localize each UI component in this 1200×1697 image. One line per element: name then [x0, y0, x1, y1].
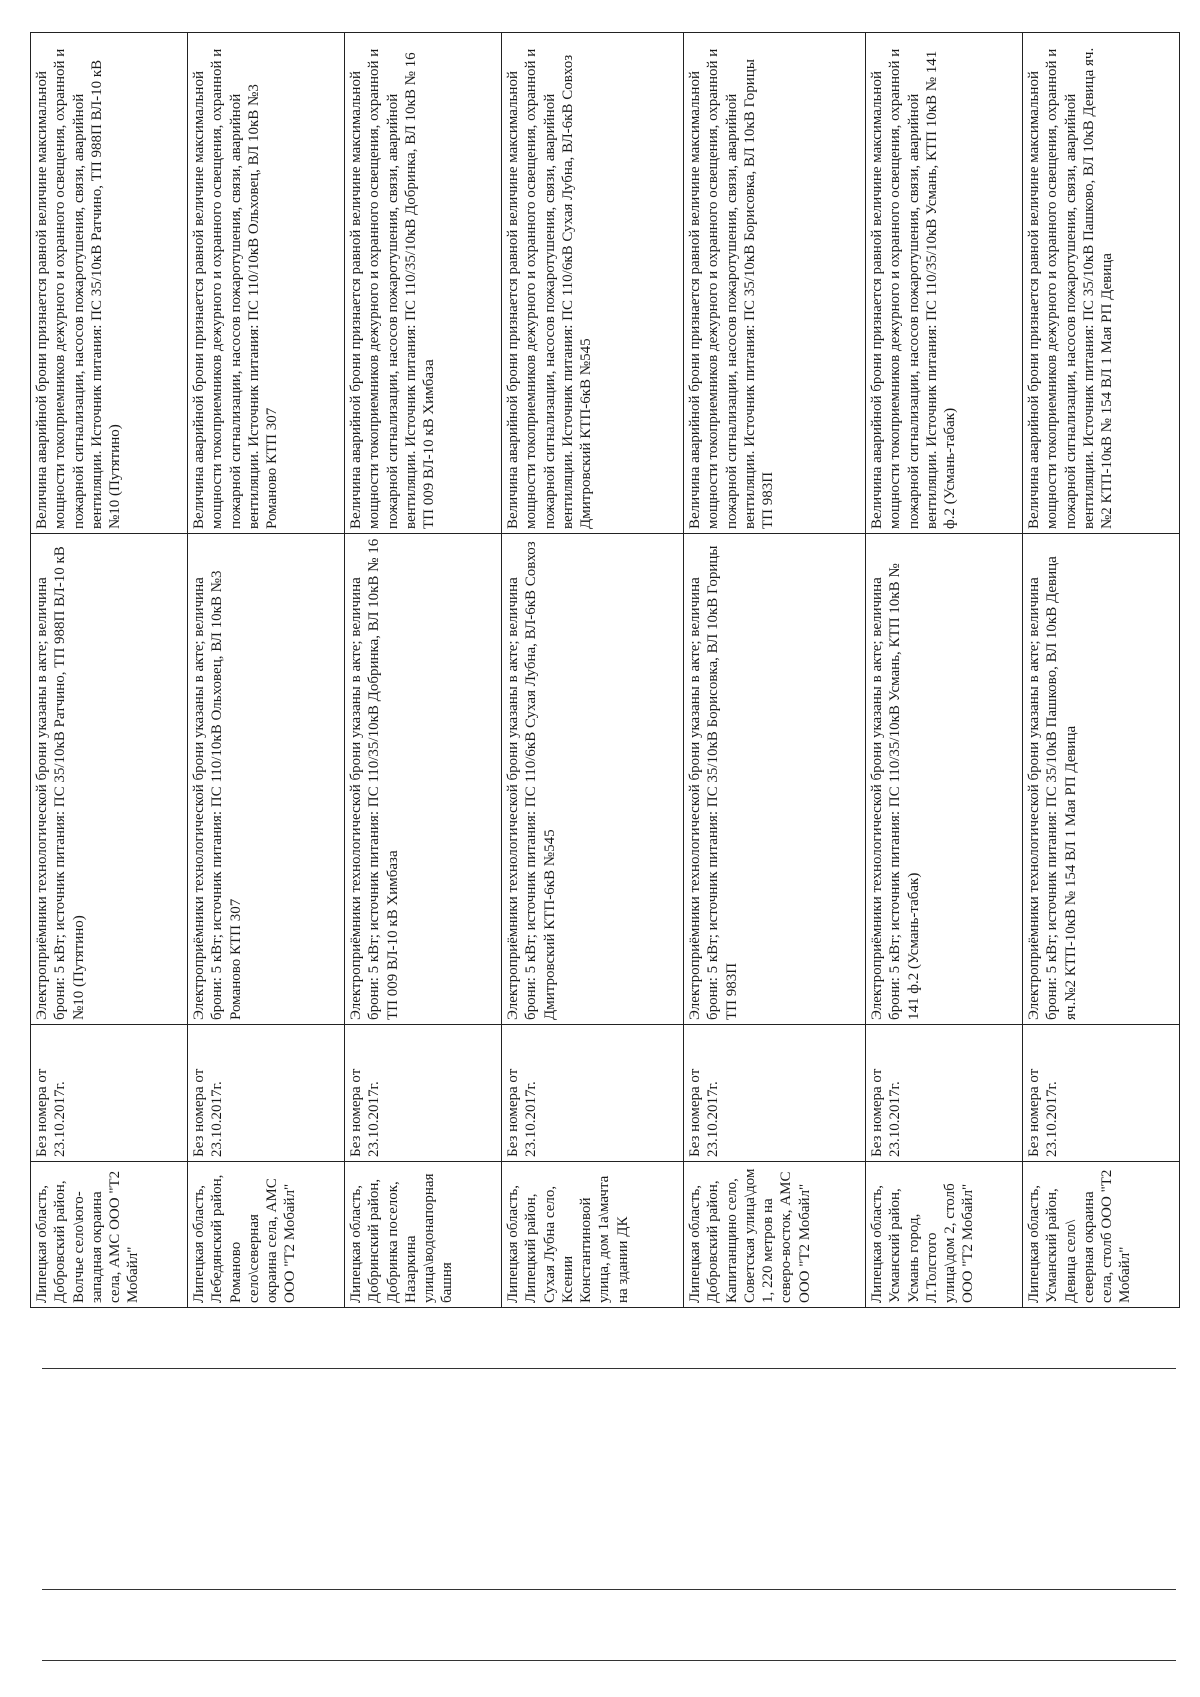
signature-line	[42, 1660, 1176, 1661]
table-row	[501, 33, 683, 1308]
act-cell: Без номера от 23.10.2017г.	[187, 1025, 344, 1162]
signature-line	[42, 1589, 1176, 1590]
emergency-reservation-cell: Величина аварийной брони признается равной величине максимальной мощности токоприемников дежурного и охранного освещения, охранной и пожарной сигнализации, насосов пожаротушения, связи, аварийной вентиляции. Источник питания: ПС 110/35/10кВ Добринка, ВЛ 10кВ № 16 ТП 009 ВЛ-10 кВ Химбаза	[344, 33, 501, 534]
act-cell: Без номера от 23.10.2017г.	[683, 1025, 865, 1162]
emergency-reservation-cell: Величина аварийной брони признается равной величине максимальной мощности токоприемников дежурного и охранного освещения, охранной и пожарной сигнализации, насосов пожаротушения, связи, аварийной вентиляции. Источник питания: ПС 110/6кВ Сухая Лубна, ВЛ-6кВ Совхоз Дмитровский КТП-6кВ №545	[501, 33, 683, 534]
rotated-table-block	[30, 33, 1180, 1308]
tech-reservation-cell: Электроприёмники технологической брони указаны в акте; величина брони: 5 кВт; источник питания: ПС 110/35/10кВ Усмань, КТП 10кВ № 141 ф.2 (Усмань-табак)	[865, 534, 1022, 1025]
act-cell: Без номера от 23.10.2017г.	[1022, 1025, 1179, 1162]
table-row	[344, 33, 501, 1308]
tech-reservation-cell: Электроприёмники технологической брони указаны в акте; величина брони: 5 кВт; источник питания: ПС 110/6кВ Сухая Лубна, ВЛ-6кВ Совхоз Дмитровский КТП-6кВ №545	[501, 534, 683, 1025]
emergency-reservation-cell: Величина аварийной брони признается равной величине максимальной мощности токоприемников дежурного и охранного освещения, охранной и пожарной сигнализации, насосов пожаротушения, связи, аварийной вентиляции. Источник питания: ПС 35/10кВ Пашково, ВЛ 10кВ Девица яч.№2 КТП-10кВ № 154 ВЛ 1 Мая РП Девица	[1022, 33, 1179, 534]
act-cell: Без номера от 23.10.2017г.	[501, 1025, 683, 1162]
signature-line	[42, 1368, 1176, 1369]
address-cell: Липецкая область, Добровский район, Волчье село\юго-западная окраина села, АМС ООО "Т2 Мобайл"	[31, 1162, 188, 1308]
table-row	[187, 33, 344, 1308]
emergency-reservation-cell: Величина аварийной брони признается равной величине максимальной мощности токоприемников дежурного и охранного освещения, охранной и пожарной сигнализации, насосов пожаротушения, связи, аварийной вентиляции. Источник питания: ПС 35/10кВ Ратчино, ТП 988П ВЛ-10 кВ №10 (Путятино)	[31, 33, 188, 534]
act-cell: Без номера от 23.10.2017г.	[344, 1025, 501, 1162]
table-row	[1022, 33, 1179, 1308]
table-row	[683, 33, 865, 1308]
act-cell: Без номера от 23.10.2017г.	[31, 1025, 188, 1162]
emergency-reservation-cell: Величина аварийной брони признается равной величине максимальной мощности токоприемников дежурного и охранного освещения, охранной и пожарной сигнализации, насосов пожаротушения, связи, аварийной вентиляции. Источник питания: ПС 110/35/10кВ Усмань, КТП 10кВ № 141 ф.2 (Усмань-табак)	[865, 33, 1022, 534]
tech-reservation-cell: Электроприёмники технологической брони указаны в акте; величина брони: 5 кВт; источник питания: ПС 110/10кВ Ольховец, ВЛ 10кВ №3 Романово КТП 307	[187, 534, 344, 1025]
table-row	[31, 33, 188, 1308]
address-cell: Липецкая область, Усманский район, Девица село\ северная окраина села, столб ООО "Т2 Мобайл"	[1022, 1162, 1179, 1308]
emergency-reservation-cell: Величина аварийной брони признается равной величине максимальной мощности токоприемников дежурного и охранного освещения, охранной и пожарной сигнализации, насосов пожаротушения, связи, аварийной вентиляции. Источник питания: ПС 110/10кВ Ольховец, ВЛ 10кВ №3 Романово КТП 307	[187, 33, 344, 534]
tech-reservation-cell: Электроприёмники технологической брони указаны в акте; величина брони: 5 кВт; источник питания: ПС 35/10кВ Ратчино, ТП 988П ВЛ-10 кВ №10 (Путятино)	[31, 534, 188, 1025]
address-cell: Липецкая область, Лебедянский район, Романово село\северная окраина села, АМС ООО "Т2 Мобайл"	[187, 1162, 344, 1308]
address-cell: Липецкая область, Добровский район, Капитанщино село, Советская улица\дом 1, 220 метров на северо-восток, АМС ООО "Т2 Мобайл"	[683, 1162, 865, 1308]
tech-reservation-cell: Электроприёмники технологической брони указаны в акте; величина брони: 5 кВт; источник питания: ПС 35/10кВ Борисовка, ВЛ 10кВ Горицы ТП 983П	[683, 534, 865, 1025]
table-row	[865, 33, 1022, 1308]
address-cell: Липецкая область, Усманский район, Усмань город, Л.Толстого улица\дом 2, столб ООО "Т2 Мобайл"	[865, 1162, 1022, 1308]
act-cell: Без номера от 23.10.2017г.	[865, 1025, 1022, 1162]
tech-reservation-cell: Электроприёмники технологической брони указаны в акте; величина брони: 5 кВт; источник питания: ПС 110/35/10кВ Добринка, ВЛ 10кВ № 16 ТП 009 ВЛ-10 кВ Химбаза	[344, 534, 501, 1025]
address-cell: Липецкая область, Добринский район, Добринка поселок, Назаркина улица\водонапорная башня	[344, 1162, 501, 1308]
reservation-table	[30, 32, 1180, 1308]
address-cell: Липецкая область, Липецкий район, Сухая Лубна село, Ксении Константиновой улица, дом 1а\мачта на здании ДК	[501, 1162, 683, 1308]
tech-reservation-cell: Электроприёмники технологической брони указаны в акте; величина брони: 5 кВт; источник питания: ПС 35/10кВ Пашково, ВЛ 10кВ Девица яч.№2 КТП-10кВ № 154 ВЛ 1 Мая РП Девица	[1022, 534, 1179, 1025]
emergency-reservation-cell: Величина аварийной брони признается равной величине максимальной мощности токоприемников дежурного и охранного освещения, охранной и пожарной сигнализации, насосов пожаротушения, связи, аварийной вентиляции. Источник питания: ПС 35/10кВ Борисовка, ВЛ 10кВ Горицы ТП 983П	[683, 33, 865, 534]
